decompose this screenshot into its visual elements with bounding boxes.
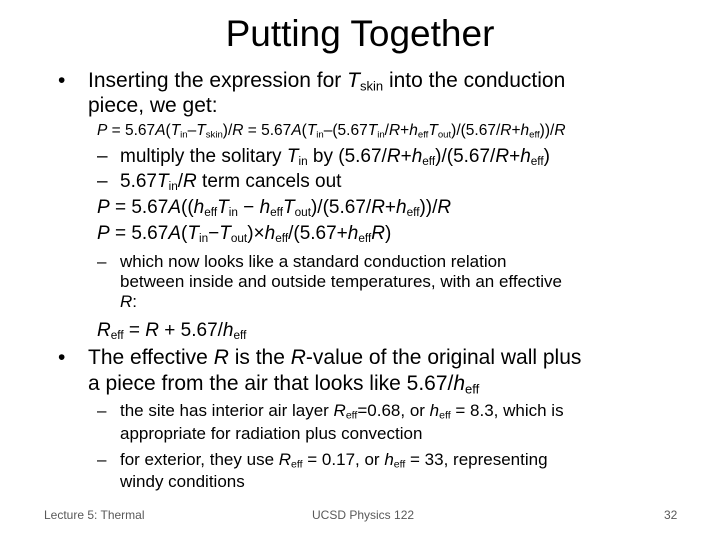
- variable: A: [168, 197, 182, 218]
- dash-marker: –: [97, 252, 107, 271]
- subscript: in: [377, 129, 385, 141]
- variable: h: [411, 146, 423, 167]
- variable: R: [554, 122, 566, 139]
- text: +: [384, 197, 397, 218]
- dash-marker: –: [97, 450, 107, 469]
- subscript: eff: [406, 205, 420, 219]
- text: =0.68, or: [357, 401, 430, 420]
- text: + 5.67/: [159, 320, 223, 341]
- variable: h: [520, 146, 531, 167]
- variable: T: [286, 146, 299, 167]
- variable: h: [259, 197, 271, 218]
- variable: R: [120, 292, 133, 311]
- subscript: eff: [233, 328, 247, 342]
- subscript: eff: [291, 458, 303, 471]
- text: −: [208, 223, 220, 244]
- text: +: [400, 146, 412, 167]
- text: multiply the solitary: [120, 146, 287, 167]
- text: for exterior, they use: [120, 450, 279, 469]
- text: is the: [228, 346, 291, 369]
- subscript: eff: [110, 328, 124, 342]
- sub-bullet-3-line3: [120, 292, 137, 312]
- variable: R: [495, 146, 510, 167]
- variable: h: [193, 197, 205, 218]
- text: ): [543, 146, 550, 167]
- text: )/(5.67/: [310, 197, 372, 218]
- footer-left: Lecture 5: Thermal: [44, 508, 145, 522]
- text: +: [511, 122, 521, 139]
- slide-title: Putting Together: [225, 13, 495, 54]
- subscript: eff: [275, 231, 289, 245]
- variable: h: [222, 320, 234, 341]
- variable: T: [367, 122, 378, 139]
- variable: T: [283, 197, 295, 218]
- variable: A: [291, 122, 302, 139]
- variable: R: [388, 122, 401, 139]
- text: (: [301, 122, 307, 139]
- sub-bullet-5-line2: windy conditions: [120, 472, 245, 491]
- text: (: [165, 122, 171, 139]
- variable: R: [232, 122, 244, 139]
- sub-bullet-2: [120, 171, 341, 193]
- variable: T: [217, 197, 229, 218]
- variable: R: [333, 401, 346, 420]
- variable: R: [437, 197, 452, 218]
- variable: R: [500, 122, 512, 139]
- text: term cancels out: [196, 171, 342, 192]
- variable: h: [264, 223, 276, 244]
- bullet1-line1: [88, 69, 565, 93]
- variable: h: [429, 401, 440, 420]
- text: −: [237, 197, 260, 218]
- text: )/(5.67/: [451, 122, 501, 139]
- subscript: in: [180, 129, 188, 141]
- variable: P: [97, 223, 110, 244]
- variable: T: [306, 122, 317, 139]
- text: ): [384, 223, 392, 244]
- variable: R: [371, 223, 385, 244]
- variable: R: [97, 320, 111, 341]
- sub-bullet-4-line2: appropriate for radiation plus convection: [120, 424, 423, 443]
- subscript: out: [437, 129, 452, 141]
- text: Inserting the expression for: [88, 69, 348, 92]
- text: )/: [222, 122, 233, 139]
- variable: T: [219, 223, 231, 244]
- page-number: 32: [664, 508, 678, 522]
- variable: T: [347, 69, 360, 92]
- equation-4: [97, 320, 246, 342]
- text: = 5.67: [109, 223, 169, 244]
- variable: R: [371, 197, 385, 218]
- subscript: in: [316, 129, 324, 141]
- bullet2-line1: [88, 346, 581, 370]
- text: /(5.67+: [288, 223, 348, 244]
- bullet2-line2: [88, 372, 479, 396]
- subscript: eff: [439, 409, 451, 422]
- variable: T: [156, 171, 169, 192]
- equation-2: [97, 197, 451, 219]
- subscript: eff: [358, 231, 372, 245]
- text: = 8.3, which is: [450, 401, 564, 420]
- subscript: in: [298, 154, 308, 168]
- variable: A: [168, 223, 182, 244]
- subscript: eff: [345, 409, 358, 422]
- text: 5.67: [120, 171, 157, 192]
- text: :: [132, 292, 138, 311]
- sub-bullet-1: [120, 146, 550, 168]
- subscript: eff: [270, 205, 284, 219]
- text: =: [123, 320, 146, 341]
- subscript: skin: [359, 78, 384, 94]
- subscript: in: [168, 179, 178, 193]
- dash-marker: –: [97, 171, 108, 192]
- text: = 0.17, or: [302, 450, 385, 469]
- text: -value of the original wall plus: [305, 346, 582, 369]
- bullet1-line2: piece, we get:: [88, 94, 218, 117]
- dash-marker: –: [97, 401, 107, 420]
- bullet-marker: •: [58, 346, 66, 369]
- variable: h: [520, 122, 530, 139]
- footer-center: UCSD Physics 122: [312, 508, 415, 522]
- variable: h: [453, 372, 466, 395]
- text: by (5.67/: [307, 146, 387, 167]
- variable: R: [386, 146, 401, 167]
- variable: R: [213, 346, 229, 369]
- text: –(5.67: [323, 122, 368, 139]
- variable: T: [196, 122, 206, 139]
- equation-1: [97, 122, 566, 140]
- variable: h: [347, 223, 359, 244]
- variable: T: [187, 223, 199, 244]
- text: = 5.67: [109, 197, 169, 218]
- subscript: out: [294, 205, 311, 219]
- text: into the conduction: [383, 69, 566, 92]
- text: = 5.67: [243, 122, 292, 139]
- variable: T: [428, 122, 438, 139]
- sub-bullet-5-line1: [120, 450, 548, 470]
- text: )×: [247, 223, 265, 244]
- variable: h: [409, 122, 418, 139]
- text: ))/: [419, 197, 438, 218]
- variable: R: [290, 346, 306, 369]
- text: = 33, representing: [405, 450, 548, 469]
- subscript: in: [228, 205, 238, 219]
- variable: R: [183, 171, 197, 192]
- subscript: eff: [422, 154, 436, 168]
- subscript: eff: [530, 154, 544, 168]
- variable: A: [155, 122, 166, 139]
- text: /: [177, 171, 184, 192]
- subscript: eff: [529, 129, 540, 141]
- subscript: eff: [465, 381, 480, 397]
- sub-bullet-4-line1: [120, 401, 564, 421]
- variable: R: [145, 320, 159, 341]
- variable: P: [97, 197, 110, 218]
- bullet-marker: •: [58, 69, 66, 92]
- subscript: out: [230, 231, 248, 245]
- text: ((: [181, 197, 194, 218]
- variable: R: [278, 450, 292, 469]
- text: the site has interior air layer: [120, 401, 334, 420]
- sub-bullet-3-line2: between inside and outside temperatures, with an effective: [120, 272, 562, 291]
- text: The effective: [88, 346, 214, 369]
- subscript: in: [198, 231, 209, 245]
- text: ))/: [539, 122, 555, 139]
- text: )/(5.67/: [435, 146, 496, 167]
- text: = 5.67: [107, 122, 156, 139]
- equation-3: [97, 223, 391, 245]
- variable: h: [396, 197, 407, 218]
- variable: T: [170, 122, 181, 139]
- text: /: [384, 122, 389, 139]
- text: –: [187, 122, 197, 139]
- text: +: [400, 122, 410, 139]
- subscript: skin: [205, 129, 223, 141]
- dash-marker: –: [97, 146, 108, 167]
- text: (: [181, 223, 188, 244]
- subscript: eff: [393, 458, 406, 471]
- subscript: eff: [204, 205, 218, 219]
- sub-bullet-3-line1: which now looks like a standard conduction relation: [120, 252, 507, 271]
- subscript: eff: [417, 129, 429, 141]
- variable: h: [384, 450, 394, 469]
- text: +: [509, 146, 521, 167]
- text: a piece from the air that looks like 5.67/: [88, 372, 454, 395]
- variable: P: [97, 122, 108, 139]
